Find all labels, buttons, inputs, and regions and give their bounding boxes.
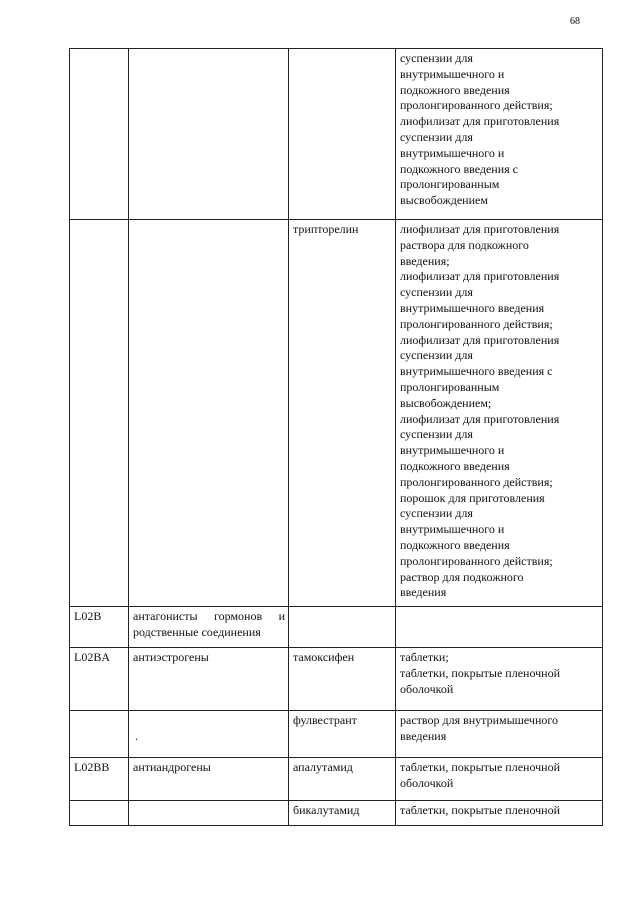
cell-atc-code: L02B — [70, 607, 129, 648]
cell-atc-code — [70, 801, 129, 826]
cell-dosage-forms: таблетки, покрытые пленочной — [396, 801, 603, 826]
cell-group-name: антиандрогены — [129, 758, 289, 801]
cell-dosage-forms: суспензии для внутримышечного и подкожного введения пролонгированного действия; лиофилизат для приготовления суспензии для внутримышечного и подкожного введения с пролонгированным высвобождением — [396, 49, 603, 220]
table-row — [70, 49, 603, 220]
cell-drug-name: фулвестрант — [289, 711, 396, 758]
table-row — [70, 220, 603, 607]
cell-group-name — [129, 49, 289, 220]
cell-atc-code — [70, 711, 129, 758]
page-number: 68 — [570, 16, 580, 27]
cell-dosage-forms — [396, 607, 603, 648]
cell-group-name — [129, 801, 289, 826]
cell-group-name: антиэстрогены — [129, 648, 289, 711]
table-row — [70, 607, 603, 648]
cell-atc-code: L02BB — [70, 758, 129, 801]
cell-drug-name — [289, 49, 396, 220]
cell-dosage-forms: таблетки; таблетки, покрытые пленочной оболочкой — [396, 648, 603, 711]
cell-atc-code: L02BA — [70, 648, 129, 711]
cell-drug-name: тамоксифен — [289, 648, 396, 711]
cell-group-name — [129, 220, 289, 607]
cell-atc-code — [70, 49, 129, 220]
cell-dosage-forms: раствор для внутримышечного введения — [396, 711, 603, 758]
drug-classification-table — [69, 48, 603, 826]
table-row — [70, 801, 603, 826]
table-row — [70, 711, 603, 758]
cell-dosage-forms: таблетки, покрытые пленочной оболочкой — [396, 758, 603, 801]
cell-dosage-forms: лиофилизат для приготовления раствора для подкожного введения; лиофилизат для приготовления суспензии для внутримышечного введения пролонгированного действия; лиофилизат для приготовления суспензии для внутримышечного введения с пролонгированным высвобождением; лиофилизат для приготовления суспензии для внутримышечного и подкожного введения пролонгированного действия; порошок для приготовления суспензии для внутримышечного и подкожного введения пролонгированного действия; раствор для подкожного введения — [396, 220, 603, 607]
cell-group-name — [129, 711, 289, 758]
cell-drug-name: апалутамид — [289, 758, 396, 801]
stray-dot-mark: . — [135, 729, 138, 743]
table-row — [70, 758, 603, 801]
table-row — [70, 648, 603, 711]
cell-atc-code — [70, 220, 129, 607]
cell-drug-name — [289, 607, 396, 648]
cell-drug-name: бикалутамид — [289, 801, 396, 826]
cell-drug-name: трипторелин — [289, 220, 396, 607]
cell-group-name: антагонисты гормонов и родственные соединения — [129, 607, 289, 648]
